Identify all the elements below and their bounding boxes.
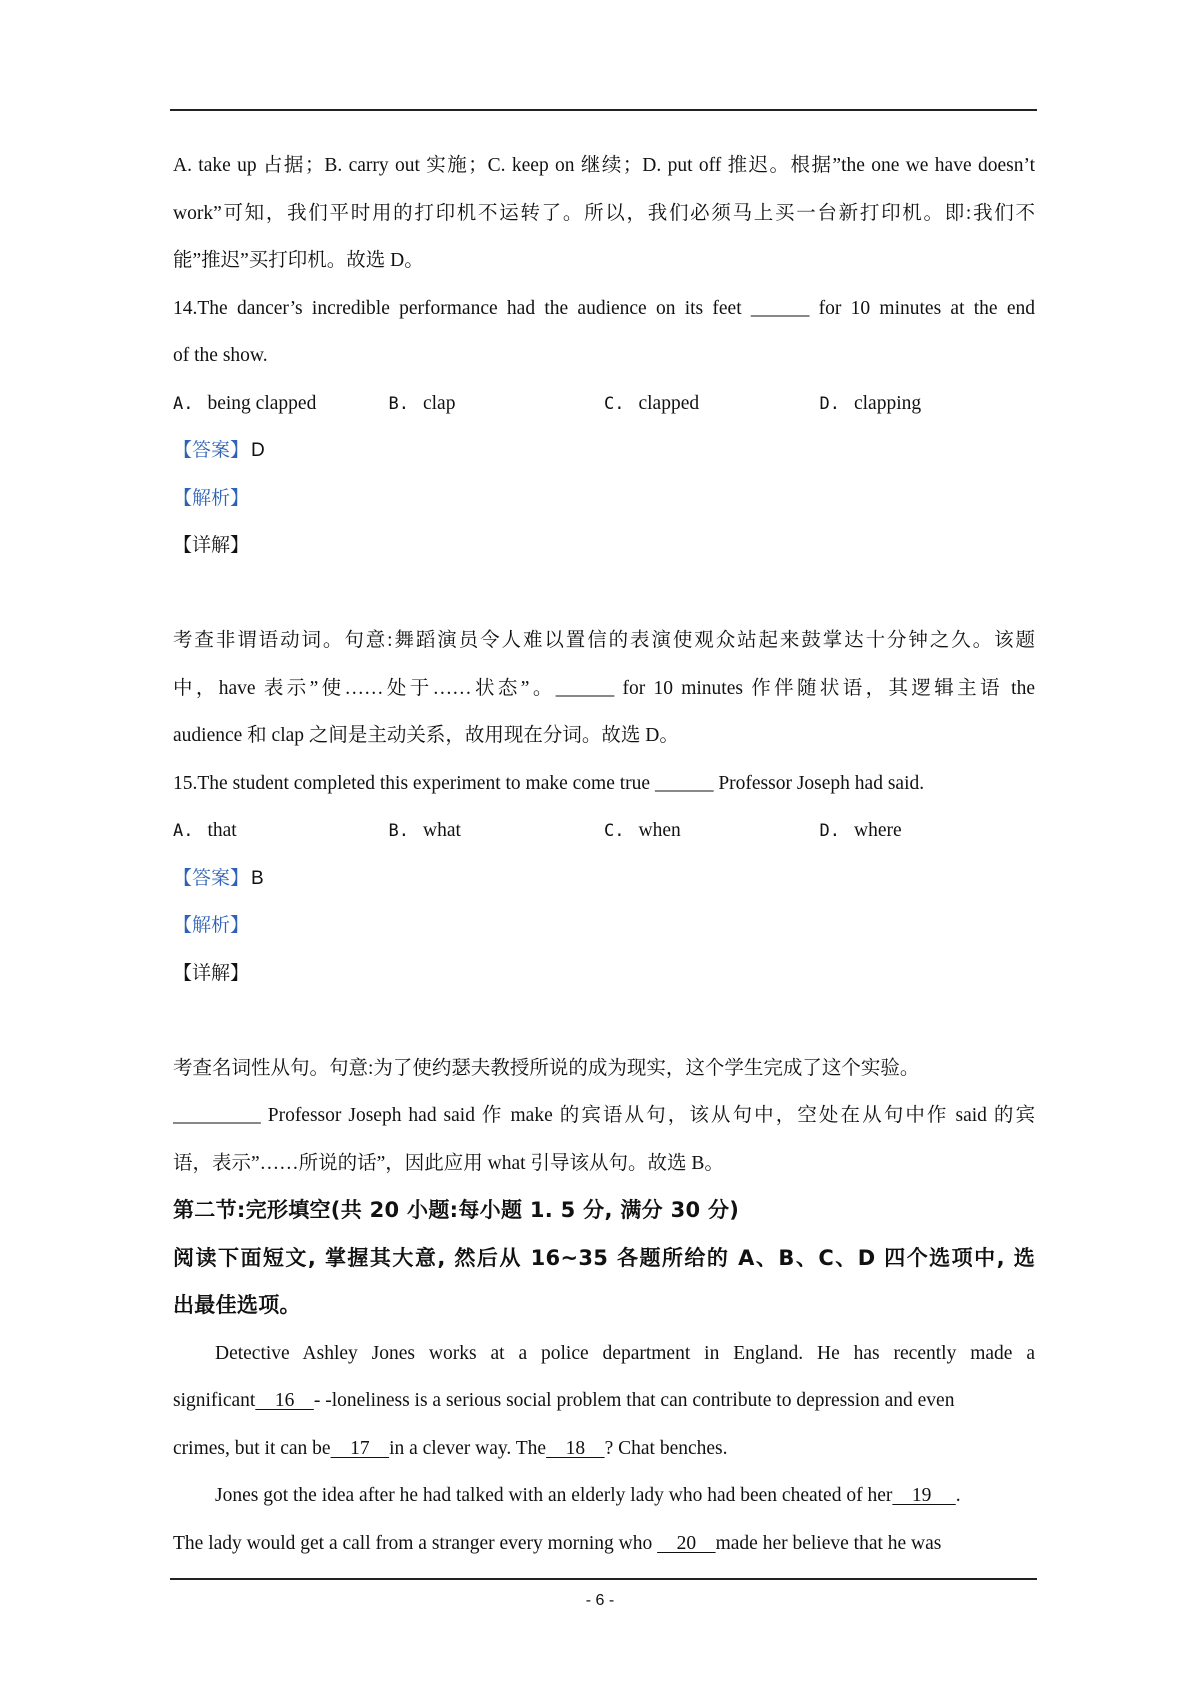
analysis-label: 【解析】 — [173, 914, 250, 936]
option-b: B. clap — [388, 392, 456, 414]
blank-19: 19 — [892, 1485, 956, 1506]
header-rule — [170, 109, 1037, 111]
option-a: A. being clapped — [173, 392, 317, 414]
page-number: - 6 - — [585, 1592, 615, 1609]
blank-18: 18 — [546, 1437, 605, 1459]
detail-label: 【详解】 — [173, 534, 250, 556]
explanation-line: audience 和 clap 之间是主动关系，故用现在分词。故选 D。 — [173, 725, 679, 746]
explanation-line: 考查名词性从句。句意:为了使约瑟夫教授所说的成为现实，这个学生完成了这个实验。 — [173, 1057, 920, 1079]
option-d: D. clapping — [819, 392, 922, 414]
explanation-line: 语，表示”……所说的话”，因此应用 what 引导该从句。故选 B。 — [173, 1152, 724, 1174]
answer-label: 【答案】 D — [173, 439, 265, 461]
text-line: work”可知，我们平时用的打印机不运转了。所以，我们必须马上买一台新打印机。即:我们不 — [173, 202, 1035, 224]
blank-16: 16 — [255, 1390, 314, 1411]
analysis-label: 【解析】 — [173, 486, 250, 509]
text-line: A. take up 占据；B. carry out 实施；C. keep on 继续；D. put off 推迟。根据”the one we have doesn’t — [173, 155, 1035, 176]
text-line: 能”推迟”买打印机。故选 D。 — [173, 250, 424, 271]
passage-line: significant 16 - -loneliness is a serious social problem that can contribute to depression and even — [173, 1390, 955, 1411]
detail-label: 【详解】 — [173, 961, 250, 984]
explanation-line: 中，have 表示”使……处于……状态”。______ for 10 minutes 作伴随状语，其逻辑主语 the — [173, 677, 1035, 699]
answer-value: B — [251, 867, 264, 889]
question-14-options — [173, 380, 1035, 428]
question-14-stem: 14.The dancer’s incredible performance had the audience on its feet ______ for 10 minutes at the end — [173, 297, 1035, 319]
section-title: 第二节:完形填空(共 20 小题:每小题 1. 5 分, 满分 30 分) — [173, 1198, 740, 1222]
question-15-stem: 15.The student completed this experiment to make come true ______ Professor Joseph had said. — [173, 772, 925, 794]
passage-line: The lady would get a call from a stranger every morning who 20 made her believe that he was — [173, 1532, 942, 1554]
section-instruction-cont: 出最佳选项。 — [173, 1293, 301, 1317]
document-body — [173, 142, 1035, 1567]
section-instruction: 阅读下面短文, 掌握其大意, 然后从 16~35 各题所给的 A、B、C、D 四个选项中, 选 — [173, 1245, 1035, 1270]
answer-label: 【答案】 B — [173, 866, 264, 889]
question-14-stem-cont: of the show. — [173, 345, 268, 366]
blank-20: 20 — [657, 1532, 716, 1554]
passage-line: Detective Ashley Jones works at a police department in England. He has recently made a — [215, 1342, 1035, 1364]
option-d: D. where — [819, 820, 902, 841]
passage-line: crimes, but it can be 17 in a clever way. The 18 ? Chat benches. — [173, 1437, 728, 1459]
option-c: C. clapped — [604, 392, 700, 414]
explanation-line: _________ Professor Joseph had said 作 make 的宾语从句，该从句中，空处在从句中作 said 的宾 — [173, 1105, 1035, 1126]
passage-line: Jones got the idea after he had talked with an elderly lady who had been cheated of her 19 . — [215, 1485, 961, 1506]
explanation-line: 考查非谓语动词。句意:舞蹈演员令人难以置信的表演使观众站起来鼓掌达十分钟之久。该题 — [173, 630, 1035, 651]
option-a: A. that — [173, 820, 237, 841]
question-15-options — [173, 807, 1035, 855]
blank-17: 17 — [330, 1437, 390, 1459]
option-c: C. when — [604, 820, 681, 841]
footer-rule — [170, 1578, 1037, 1580]
answer-value: D — [251, 440, 265, 461]
option-b: B. what — [388, 820, 461, 841]
